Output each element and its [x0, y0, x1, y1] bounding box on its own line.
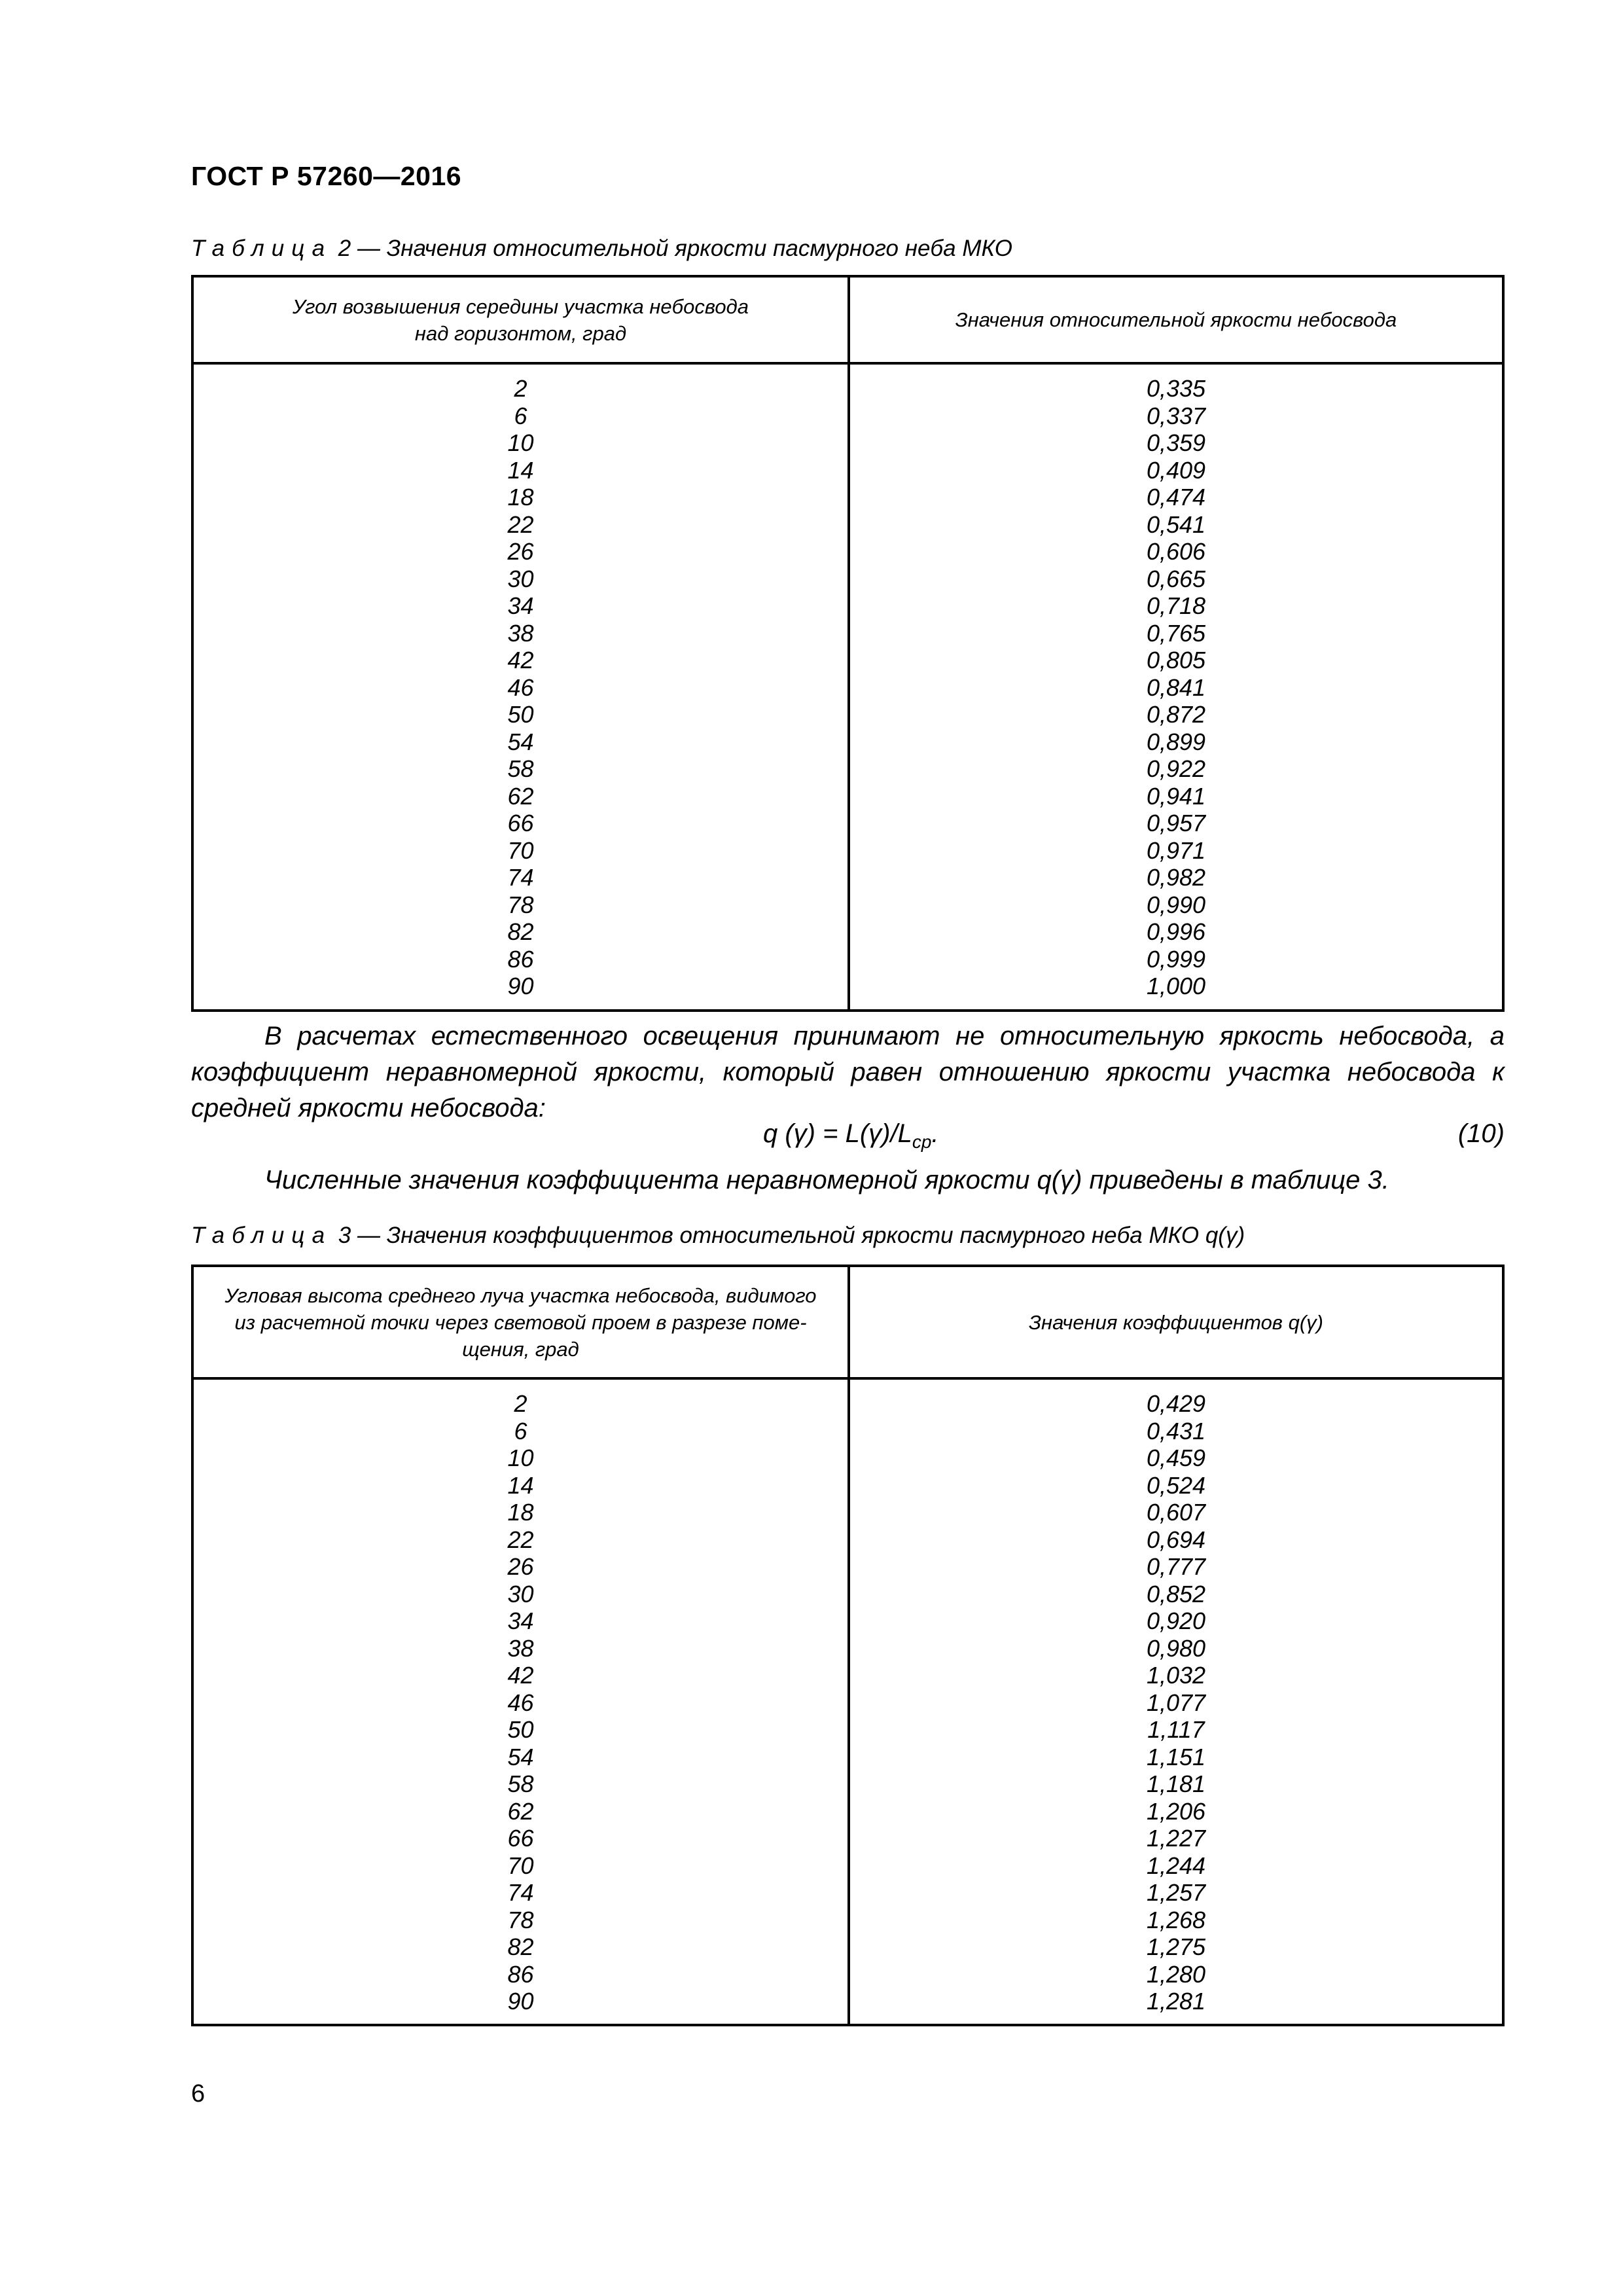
- table-cell: 0,957: [1146, 810, 1206, 836]
- table-cell: 0,899: [1146, 728, 1206, 755]
- table-cell: 14: [507, 456, 534, 484]
- table2-body: [194, 365, 1502, 1009]
- table-cell: 46: [507, 1689, 534, 1716]
- table-cell: 22: [507, 1526, 534, 1553]
- table-cell: 38: [507, 619, 534, 647]
- formula-end: .: [931, 1119, 939, 1148]
- table-cell: 0,337: [1146, 402, 1206, 429]
- table-cell: 0,359: [1146, 429, 1206, 456]
- table-cell: 0,718: [1146, 592, 1206, 619]
- table-cell: 34: [507, 1607, 534, 1634]
- table-cell: 0,852: [1146, 1580, 1206, 1607]
- table-cell: 0,996: [1146, 918, 1206, 945]
- table-cell: 66: [507, 1825, 534, 1852]
- table2-col1: [194, 365, 850, 1009]
- table-cell: 1,000: [1146, 973, 1206, 999]
- table2: [191, 275, 1505, 1012]
- table-cell: 0,409: [1146, 456, 1206, 484]
- table-cell: 1,257: [1146, 1879, 1206, 1906]
- table-cell: 62: [507, 1797, 534, 1825]
- table-cell: 50: [507, 701, 534, 728]
- table3-col1-header: Угловая высота среднего луча участка небосвода, видимого из расчетной точки через световой проем в разрезе поме- щения, град: [194, 1267, 850, 1377]
- table3-col2: [850, 1380, 1502, 2024]
- table-cell: 1,181: [1146, 1770, 1206, 1797]
- table-cell: 66: [507, 810, 534, 836]
- formula-main: q (γ) = L(γ)/L: [763, 1119, 912, 1148]
- table3: [191, 1265, 1505, 2026]
- table-cell: 1,117: [1147, 1716, 1205, 1743]
- document-code: ГОСТ Р 57260—2016: [191, 161, 462, 191]
- formula-expression: [763, 1116, 939, 1160]
- table-cell: 90: [507, 973, 534, 999]
- formula-number: (10): [1457, 1119, 1505, 1148]
- table-cell: 78: [507, 891, 534, 918]
- table-cell: 1,280: [1146, 1960, 1206, 1988]
- formula-subscript: ср: [912, 1132, 932, 1152]
- table-cell: 82: [507, 1933, 534, 1960]
- table-cell: 0,335: [1146, 375, 1206, 402]
- table2-caption-text: 2 — Значения относительной яркости пасмурного неба МКО: [332, 236, 1012, 261]
- table-cell: 62: [507, 782, 534, 810]
- table-cell: 0,606: [1146, 538, 1206, 565]
- table-cell: 18: [507, 484, 534, 511]
- table-cell: 18: [507, 1499, 534, 1526]
- table-cell: 54: [507, 1743, 534, 1770]
- table-cell: 26: [507, 1553, 534, 1580]
- table-cell: 0,941: [1146, 782, 1206, 810]
- table-cell: 10: [507, 429, 534, 456]
- table-cell: 0,805: [1146, 647, 1206, 673]
- table-cell: 34: [507, 592, 534, 619]
- table2-col2-header: Значения относительной яркости небосвода: [955, 308, 1397, 331]
- table-cell: 38: [507, 1634, 534, 1662]
- table-cell: 0,431: [1146, 1417, 1206, 1444]
- table-cell: 0,665: [1146, 565, 1206, 592]
- table-cell: 1,275: [1146, 1933, 1206, 1960]
- table2-caption-word: Таблица: [191, 236, 332, 261]
- table-cell: 1,206: [1146, 1797, 1206, 1825]
- table-cell: 0,920: [1146, 1607, 1206, 1634]
- table-cell: 82: [507, 918, 534, 945]
- table-cell: 0,999: [1146, 945, 1206, 973]
- table-cell: 6: [514, 1417, 527, 1444]
- table-cell: 0,777: [1146, 1553, 1206, 1580]
- table-cell: 86: [507, 1960, 534, 1988]
- table-cell: 14: [507, 1471, 534, 1499]
- table-cell: 70: [507, 1852, 534, 1879]
- table-cell: 30: [507, 565, 534, 592]
- table-cell: 74: [507, 1879, 534, 1906]
- table3-col2-header: Значения коэффициентов q(γ): [1029, 1310, 1323, 1334]
- table-cell: 1,077: [1146, 1689, 1206, 1716]
- table3-caption-text: 3 — Значения коэффициентов относительной яркости пасмурного неба МКО q(γ): [332, 1223, 1245, 1248]
- table-cell: 42: [507, 1662, 534, 1689]
- table2-caption: [191, 236, 1012, 262]
- table-cell: 58: [507, 755, 534, 782]
- table-cell: 0,765: [1146, 619, 1206, 647]
- table2-col1-header: Угол возвышения середины участка небосвода над горизонтом, град: [194, 278, 850, 362]
- table-cell: 0,980: [1146, 1634, 1206, 1662]
- table-cell: 0,872: [1146, 701, 1206, 728]
- table-cell: 1,151: [1146, 1743, 1206, 1770]
- table-cell: 70: [507, 836, 534, 864]
- table-cell: 1,268: [1146, 1906, 1206, 1933]
- table-cell: 58: [507, 1770, 534, 1797]
- table-cell: 0,474: [1146, 484, 1206, 511]
- table-cell: 78: [507, 1906, 534, 1933]
- table3-body: [194, 1380, 1502, 2024]
- table-cell: 0,841: [1146, 673, 1206, 701]
- table-cell: 0,524: [1146, 1471, 1206, 1499]
- table-cell: 86: [507, 945, 534, 973]
- table-cell: 30: [507, 1580, 534, 1607]
- table-cell: 0,982: [1146, 864, 1206, 891]
- table-cell: 0,971: [1146, 836, 1206, 864]
- table2-header-row: [194, 278, 1502, 365]
- table-cell: 1,227: [1146, 1825, 1206, 1852]
- table2-col2: [850, 365, 1502, 1009]
- table-cell: 0,429: [1146, 1390, 1206, 1417]
- table-cell: 1,032: [1146, 1662, 1206, 1689]
- table-cell: 0,459: [1146, 1444, 1206, 1471]
- table3-caption-word: Таблица: [191, 1223, 332, 1248]
- table-cell: 74: [507, 864, 534, 891]
- table-cell: 90: [507, 1988, 534, 2015]
- table-cell: 54: [507, 728, 534, 755]
- table-cell: 2: [514, 1390, 527, 1417]
- table-cell: 22: [507, 511, 534, 538]
- table-cell: 0,922: [1146, 755, 1206, 782]
- table-cell: 42: [507, 647, 534, 673]
- body-paragraph-text: В расчетах естественного освещения принимают не относительную яркость небосвода, а коэффициент неравномерной яркости, который равен отношению яркости участка небосвода к средней яркости небосвода:: [191, 1022, 1505, 1122]
- table-cell: 0,541: [1146, 511, 1206, 538]
- table-cell: 0,990: [1146, 891, 1206, 918]
- table-cell: 10: [507, 1444, 534, 1471]
- table-cell: 50: [507, 1716, 534, 1743]
- table-cell: 0,694: [1146, 1526, 1206, 1553]
- table-cell: 1,244: [1146, 1852, 1206, 1879]
- table-cell: 1,281: [1146, 1988, 1206, 2015]
- body-note: Численные значения коэффициента неравномерной яркости q(γ) приведены в таблице 3.: [264, 1166, 1389, 1194]
- table-cell: 0,607: [1146, 1499, 1206, 1526]
- body-paragraph: [191, 1018, 1505, 1126]
- table-cell: 6: [514, 402, 527, 429]
- page-number: 6: [191, 2080, 205, 2108]
- table3-caption: [191, 1223, 1245, 1249]
- table-cell: 46: [507, 673, 534, 701]
- table3-header-row: [194, 1267, 1502, 1380]
- table3-col1: [194, 1380, 850, 2024]
- table-cell: 2: [514, 375, 527, 402]
- table-cell: 26: [507, 538, 534, 565]
